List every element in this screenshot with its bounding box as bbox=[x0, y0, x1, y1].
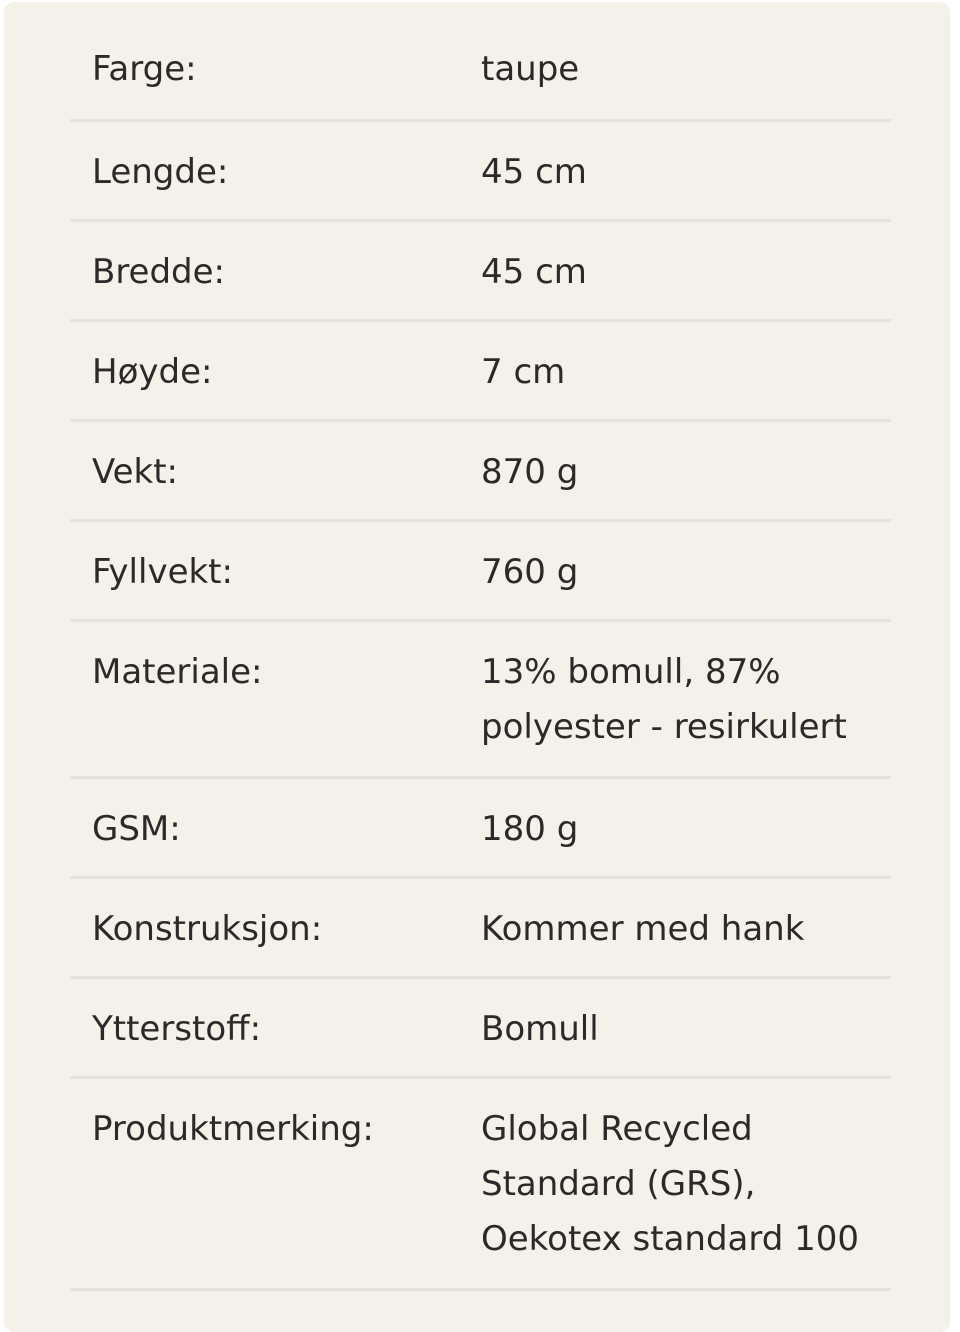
spec-row-bredde bbox=[70, 222, 891, 322]
spec-row-konstruksjon bbox=[70, 879, 891, 979]
spec-value: 870 g bbox=[481, 452, 579, 492]
spec-value: 13% bomull, 87% polyester - resirkulert bbox=[481, 652, 847, 747]
spec-label: Ytterstoff: bbox=[92, 1009, 262, 1049]
spec-row-produktmerking bbox=[70, 1079, 891, 1291]
spec-row-hoyde bbox=[70, 322, 891, 422]
spec-label: Vekt: bbox=[92, 452, 179, 492]
spec-row-lengde bbox=[70, 122, 891, 222]
spec-value: Kommer med hank bbox=[481, 909, 805, 949]
spec-label: Konstruksjon: bbox=[92, 909, 323, 949]
spec-value: 180 g bbox=[481, 809, 579, 849]
spec-value: 45 cm bbox=[481, 252, 587, 292]
spec-label: Lengde: bbox=[92, 152, 229, 192]
spec-value: Bomull bbox=[481, 1009, 599, 1049]
spec-value: 45 cm bbox=[481, 152, 587, 192]
spec-label: Fyllvekt: bbox=[92, 552, 233, 592]
spec-table bbox=[70, 42, 891, 1291]
spec-label: Produktmerking: bbox=[92, 1109, 374, 1149]
spec-row-materiale bbox=[70, 622, 891, 779]
spec-label: Farge: bbox=[92, 49, 197, 89]
spec-value: 760 g bbox=[481, 552, 579, 592]
spec-row-fyllvekt bbox=[70, 522, 891, 622]
spec-label: Høyde: bbox=[92, 352, 213, 392]
spec-value: taupe bbox=[481, 49, 580, 89]
spec-label: GSM: bbox=[92, 809, 181, 849]
spec-value: 7 cm bbox=[481, 352, 566, 392]
spec-row-ytterstoff bbox=[70, 979, 891, 1079]
spec-row-gsm bbox=[70, 779, 891, 879]
spec-label: Materiale: bbox=[92, 652, 263, 692]
spec-row-farge bbox=[70, 19, 891, 122]
product-spec-card bbox=[4, 2, 950, 1332]
spec-row-vekt bbox=[70, 422, 891, 522]
spec-label: Bredde: bbox=[92, 252, 226, 292]
spec-value: Global Recycled Standard (GRS), Oekotex standard 100 bbox=[481, 1109, 860, 1259]
